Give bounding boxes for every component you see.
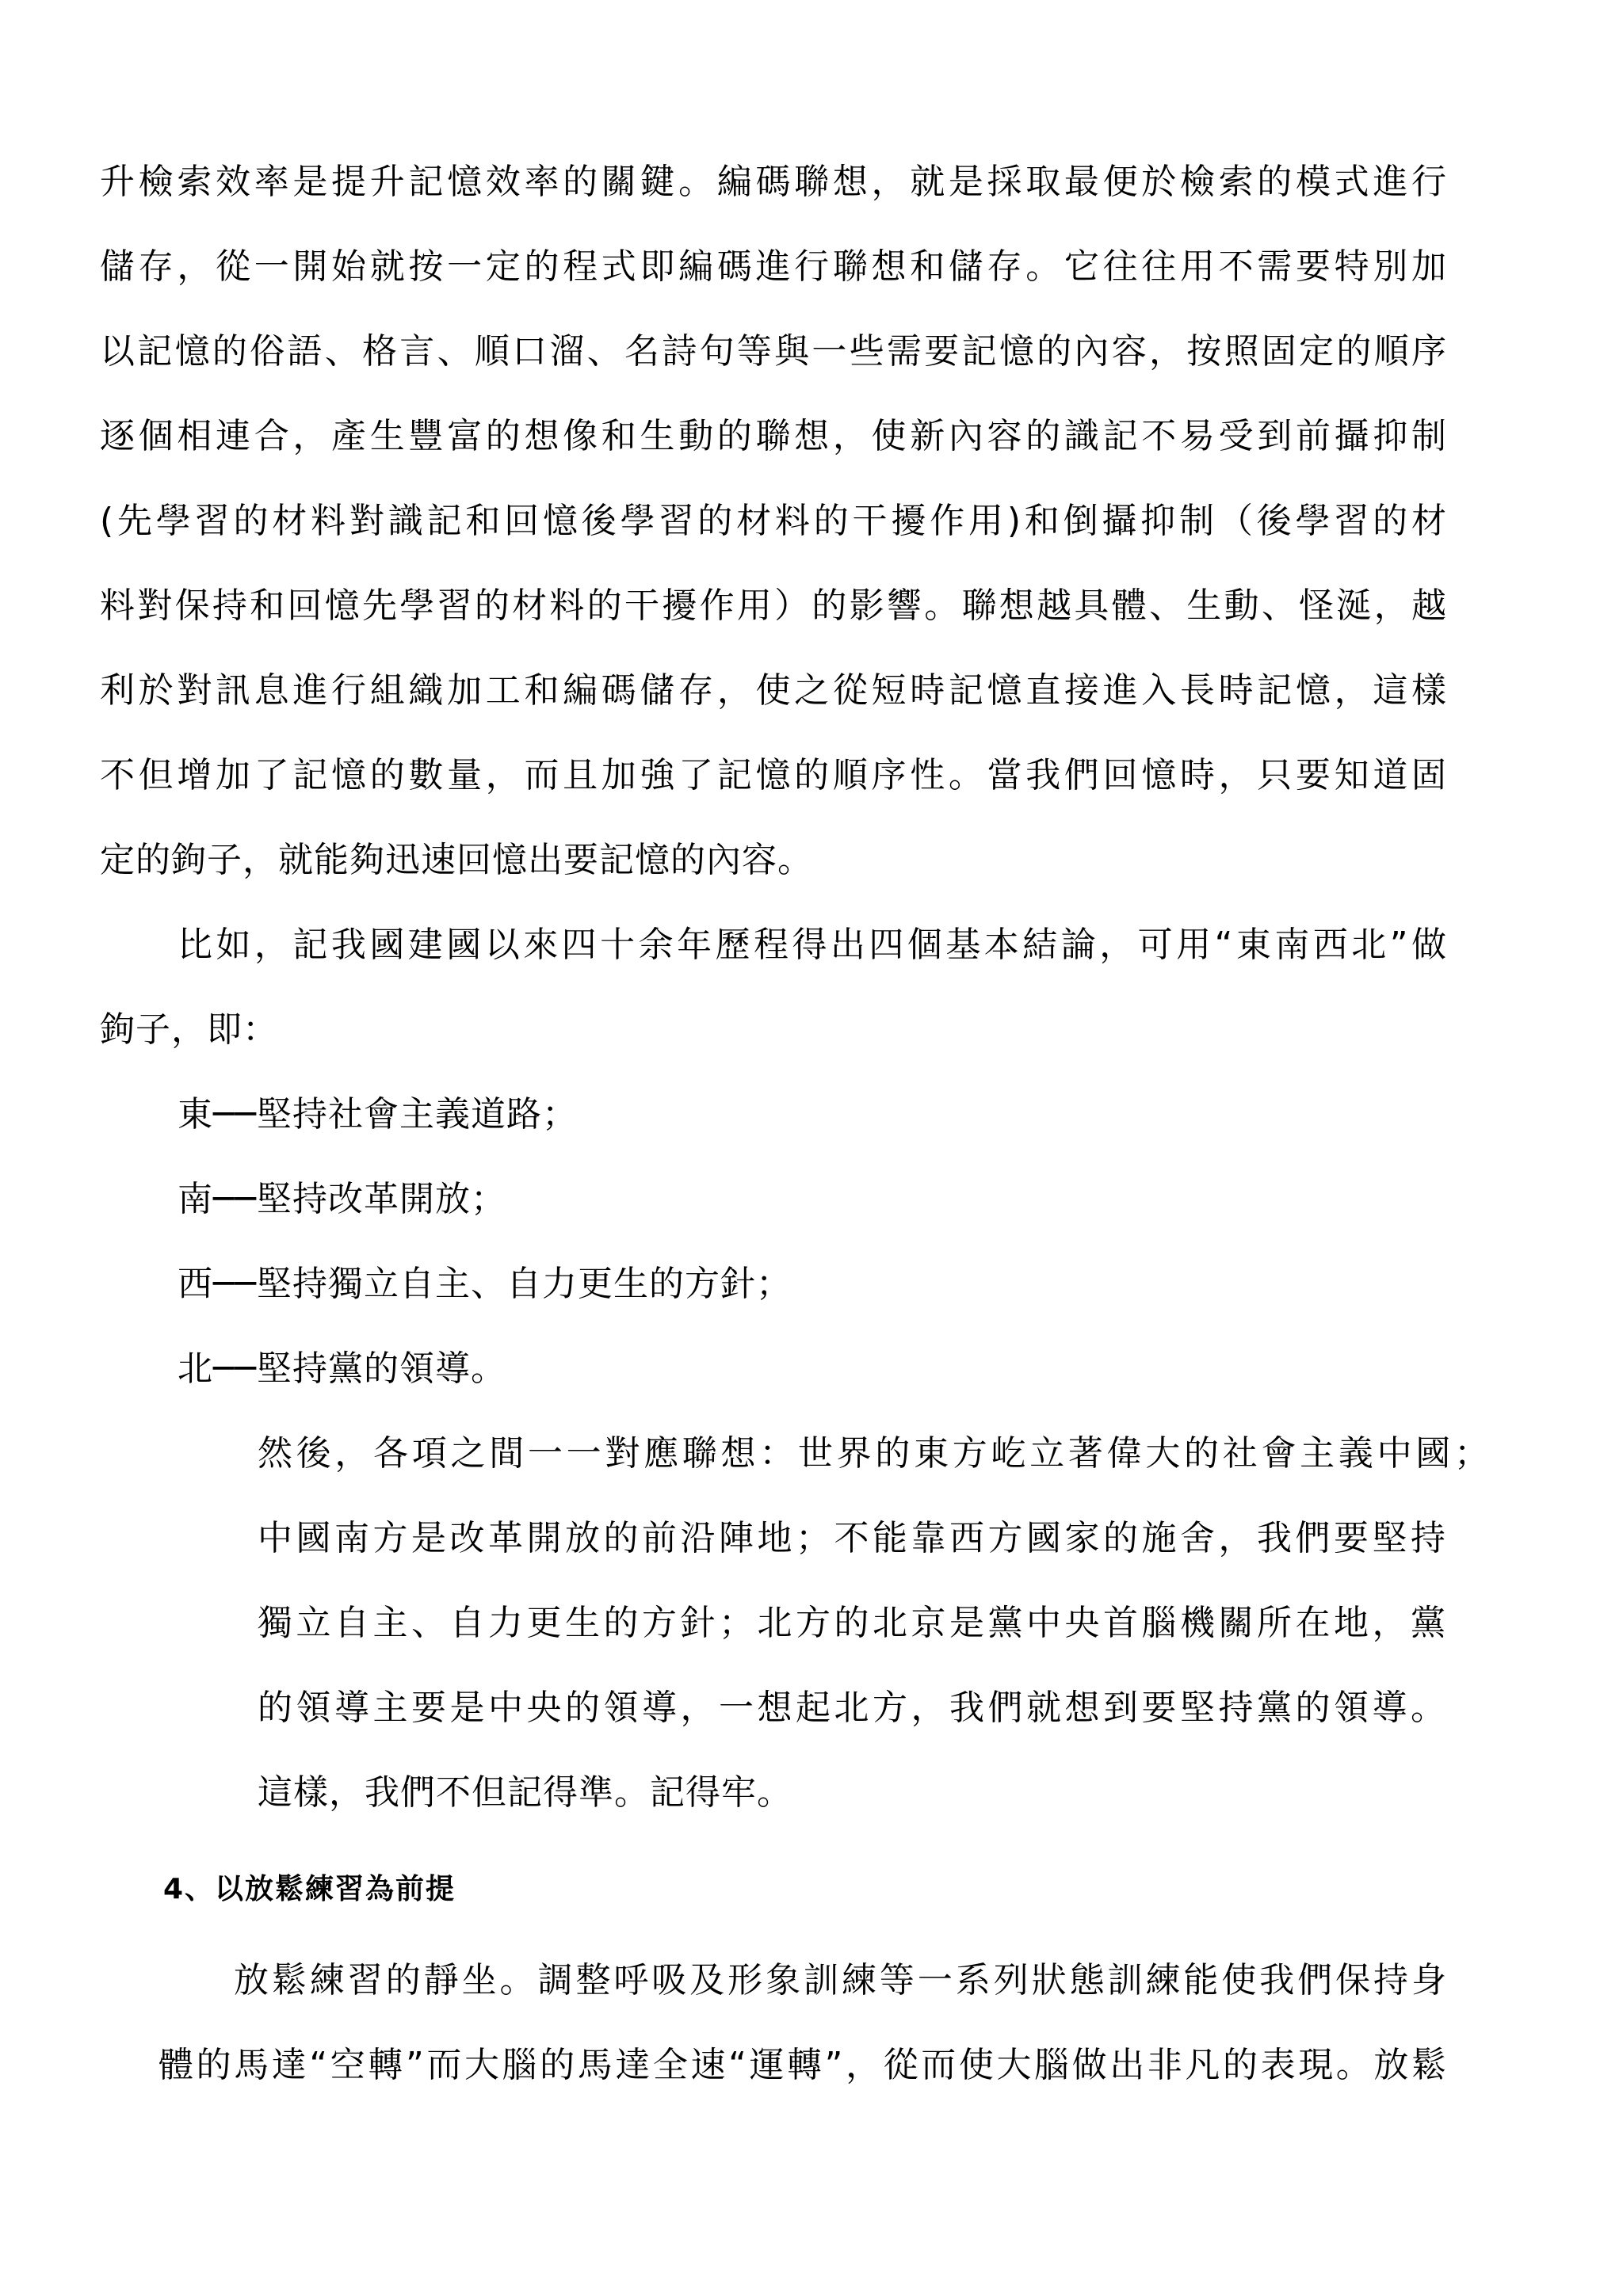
- paragraph-4-line-2: 體的馬達“空轉”而大腦的馬達全速“運轉”，從而使大腦做出非凡的表現。放鬆: [158, 2045, 1447, 2085]
- paragraph-2-line-1: 比如，記我國建國以來四十余年歷程得出四個基本結論，可用“東南西北”做: [178, 925, 1447, 965]
- paragraph-3-line-4: 的領導主要是中央的領導，一想起北方，我們就想到要堅持黨的領導。: [258, 1688, 1446, 1728]
- paragraph-1-line-2: 儲存，從一開始就按一定的程式即編碼進行聯想和儲存。它往往用不需要特別加: [100, 246, 1447, 287]
- section-heading: 4、以放鬆練習為前提: [163, 1873, 456, 1905]
- list-item-west: 西──堅持獨立自主、自力更生的方針；: [178, 1264, 792, 1304]
- list-item-east: 東──堅持社會主義道路；: [178, 1094, 578, 1135]
- paragraph-1-line-5: (先學習的材料對識記和回憶後學習的材料的干擾作用)和倒攝抑制（後學習的材: [100, 501, 1447, 541]
- paragraph-3-line-1: 然後，各項之間一一對應聯想：世界的東方屹立著偉大的社會主義中國；: [258, 1433, 1490, 1474]
- paragraph-3-line-2: 中國南方是改革開放的前沿陣地；不能靠西方國家的施舍，我們要堅持: [258, 1518, 1446, 1558]
- paragraph-3-line-3: 獨立自主、自力更生的方針；北方的北京是黨中央首腦機關所在地，黨: [258, 1603, 1446, 1643]
- paragraph-1-line-4: 逐個相連合，產生豐富的想像和生動的聯想，使新內容的識記不易受到前攝抑制: [100, 416, 1447, 456]
- paragraph-1-line-6: 料對保持和回憶先學習的材料的干擾作用）的影響。聯想越具體、生動、怪涎，越: [100, 585, 1447, 626]
- list-item-south: 南──堅持改革開放；: [178, 1179, 506, 1219]
- paragraph-1-line-1: 升檢索效率是提升記憶效率的關鍵。編碼聯想，就是採取最便於檢索的模式進行: [100, 162, 1447, 202]
- paragraph-1-line-7: 利於對訊息進行組織加工和編碼儲存，使之從短時記憶直接進入長時記憶，這樣: [100, 670, 1447, 711]
- paragraph-3-line-5: 這樣，我們不但記得準。記得牢。: [258, 1772, 792, 1813]
- paragraph-1-line-3: 以記憶的俗語、格言、順口溜、名詩句等與一些需要記憶的內容，按照固定的順序: [100, 331, 1447, 372]
- paragraph-4-line-1: 放鬆練習的靜坐。調整呼吸及形象訓練等一系列狀態訓練能使我們保持身: [234, 1960, 1447, 2000]
- paragraph-1-line-8: 不但增加了記憶的數量，而且加強了記憶的順序性。當我們回憶時，只要知道固: [100, 755, 1447, 795]
- paragraph-1-line-9: 定的鉤子，就能夠迅速回憶出要記憶的內容。: [100, 840, 813, 880]
- list-item-north: 北──堅持黨的領導。: [178, 1348, 506, 1389]
- paragraph-2-line-2: 鉤子，即：: [100, 1009, 278, 1050]
